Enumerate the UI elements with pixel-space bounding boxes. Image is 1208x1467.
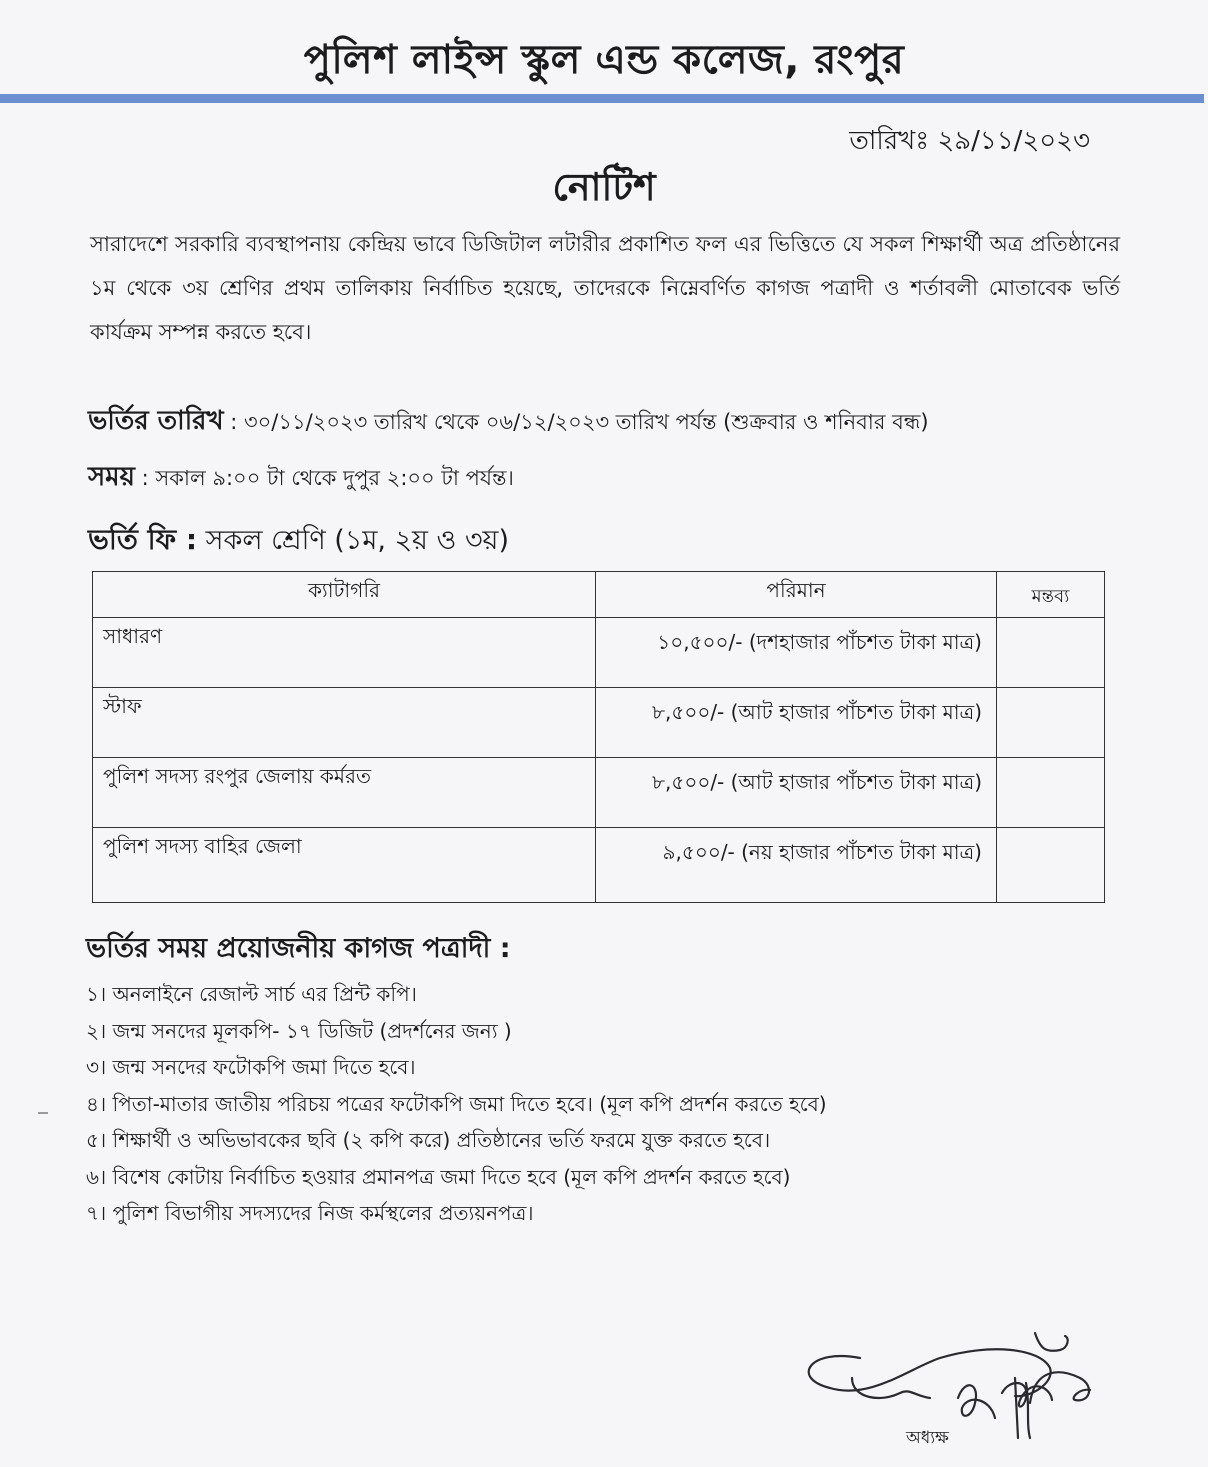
notice-date: তারিখঃ ২৯/১১/২০২৩ <box>849 126 1090 156</box>
table-row <box>93 618 1105 688</box>
documents-heading: ভর্তির সময় প্রয়োজনীয় কাগজ পত্রাদী : <box>86 933 511 964</box>
fee-amount: ৮,৫০০/- (আট হাজার পাঁচশত টাকা মাত্র) <box>596 688 997 758</box>
signature-strokes <box>809 1333 1090 1438</box>
table-row <box>93 758 1105 828</box>
scan-mark <box>38 1112 48 1114</box>
table-row <box>93 688 1105 758</box>
fee-remark <box>997 618 1105 688</box>
admission-time-line <box>88 456 514 500</box>
admission-time-label: সময় <box>88 462 135 492</box>
fee-remark <box>997 828 1105 903</box>
fee-heading-label: ভর্তি ফি : <box>88 523 198 556</box>
fee-heading <box>88 518 509 565</box>
documents-list <box>86 980 827 1236</box>
principal-label: অধ্যক্ষ <box>906 1428 949 1448</box>
header-divider <box>0 94 1204 103</box>
admission-date-value: : ৩০/১১/২০২৩ তারিখ থেকে ০৬/১২/২০২৩ তারিখ পর্যন্ত (শুক্রবার ও শনিবার বন্ধ) <box>223 410 929 434</box>
list-item: ৭। পুলিশ বিভাগীয় সদস্যদের নিজ কর্মস্থলের প্রত্যয়নপত্র। <box>86 1201 534 1225</box>
table-row <box>93 828 1105 903</box>
fee-amount: ৮,৫০০/- (আট হাজার পাঁচশত টাকা মাত্র) <box>596 758 997 828</box>
notice-title: নোটিশ <box>552 165 656 209</box>
fee-amount: ১০,৫০০/- (দশহাজার পাঁচশত টাকা মাত্র) <box>596 618 997 688</box>
admission-date-label: ভর্তির তারিখ <box>88 406 224 436</box>
fee-table <box>92 571 1105 903</box>
fee-remark <box>997 688 1105 758</box>
list-item: ৪। পিতা-মাতার জাতীয় পরিচয় পত্রের ফটোকপি জমা দিতে হবে। (মূল কপি প্রদর্শন করতে হবে) <box>86 1091 827 1116</box>
fee-category: স্টাফ <box>93 688 596 758</box>
fee-remark <box>997 758 1105 828</box>
notice-intro: সারাদেশে সরকারি ব্যবস্থাপনায় কেন্দ্রিয় ভাবে ডিজিটাল লটারীর প্রকাশিত ফল এর ভিত্তিতে যে সকল শিক্ষার্থী অত্র প্রতিষ্ঠানের ১ম থেকে ৩য় শ্রেণির প্রথম তালিকায় নির্বাচিত হয়েছে, তাদেরকে নিম্নেবর্ণিত কাগজ পত্রাদী ও শর্তাবলী মোতাবেক ভর্তি কার্যক্রম সম্পন্ন করতে হবে। <box>90 232 1120 344</box>
column-header-remark: মন্তব্য <box>997 572 1105 618</box>
fee-table-header <box>93 572 1105 618</box>
fee-category: সাধারণ <box>93 618 596 688</box>
fee-amount: ৯,৫০০/- (নয় হাজার পাঁচশত টাকা মাত্র) <box>596 828 997 903</box>
column-header-category: ক্যাটাগরি <box>93 572 596 618</box>
admission-date-line <box>88 400 929 444</box>
admission-time-value: : সকাল ৯:০০ টা থেকে দুপুর ২:০০ টা পর্যন্ত। <box>134 466 514 490</box>
principal-signature <box>790 1308 1120 1448</box>
list-item: ৩। জন্ম সনদের ফটোকপি জমা দিতে হবে। <box>86 1055 416 1079</box>
list-item: ৫। শিক্ষার্থী ও অভিভাবকের ছবি (২ কপি করে) প্রতিষ্ঠানের ভর্তি ফরমে যুক্ত করতে হবে। <box>86 1128 771 1152</box>
fee-heading-value: সকল শ্রেণি (১ম, ২য় ও ৩য়) <box>197 525 509 556</box>
institution-name: পুলিশ লাইন্স স্কুল এন্ড কলেজ, রংপুর <box>303 37 905 83</box>
list-item: ৬। বিশেষ কোটায় নির্বাচিত হওয়ার প্রমানপত্র জমা দিতে হবে (মূল কপি প্রদর্শন করতে হবে) <box>86 1164 791 1189</box>
list-item: ১। অনলাইনে রেজাল্ট সার্চ এর প্রিন্ট কপি। <box>86 982 417 1006</box>
column-header-amount: পরিমান <box>596 572 997 618</box>
fee-category: পুলিশ সদস্য রংপুর জেলায় কর্মরত <box>93 758 596 828</box>
fee-category: পুলিশ সদস্য বাহির জেলা <box>93 828 596 903</box>
list-item: ২। জন্ম সনদের মূলকপি- ১৭ ডিজিট (প্রদর্শনের জন্য ) <box>86 1018 512 1043</box>
